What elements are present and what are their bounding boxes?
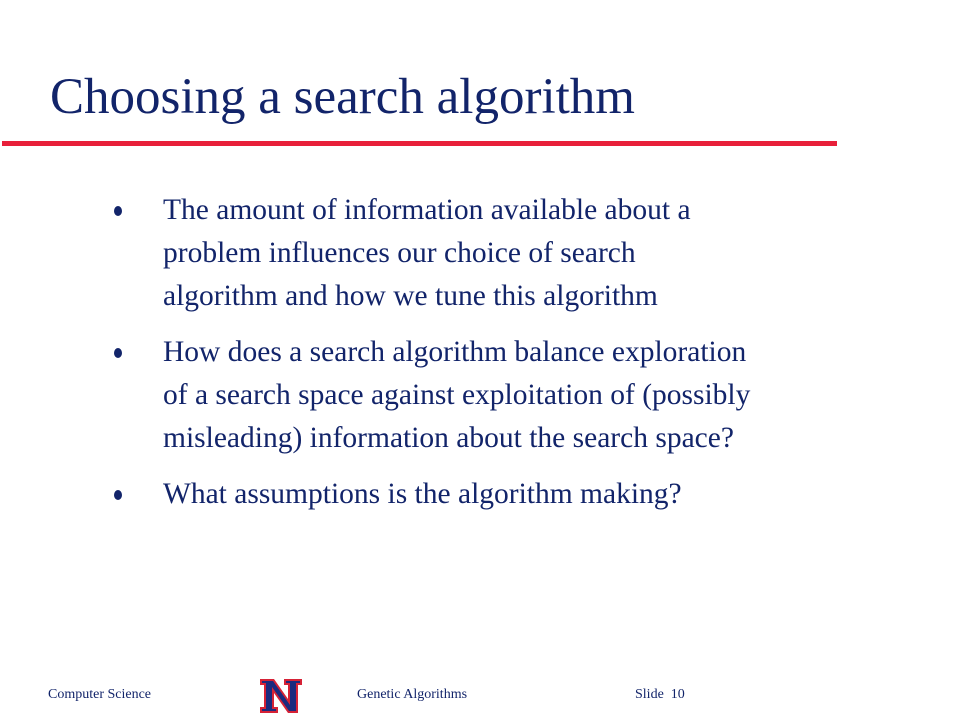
bullet-text	[163, 473, 923, 516]
bullet-text	[163, 331, 923, 460]
bullet-line: problem influences our choice of search	[163, 237, 636, 269]
university-n-logo-icon	[258, 677, 304, 715]
bullet-line: What assumptions is the algorithm making?	[163, 478, 682, 510]
bullet-dot-icon	[114, 348, 122, 358]
bullet-line: misleading) information about the search space?	[163, 422, 734, 454]
title-underline	[2, 141, 837, 146]
bullet-line: The amount of information available about a	[163, 194, 691, 226]
slide-title: Choosing a search algorithm	[50, 69, 635, 125]
bullet-text	[163, 189, 923, 318]
bullet-line: algorithm and how we tune this algorithm	[163, 280, 658, 312]
footer-slide-number: Slide 10	[635, 687, 685, 702]
footer-department: Computer Science	[48, 687, 152, 702]
bullet-dot-icon	[114, 490, 122, 500]
footer-course-title: Genetic Algorithms	[357, 687, 468, 702]
bullet-line: of a search space against exploitation of (possibly	[163, 379, 751, 411]
bullet-dot-icon	[114, 206, 122, 216]
bullet-line: How does a search algorithm balance exploration	[163, 336, 747, 368]
